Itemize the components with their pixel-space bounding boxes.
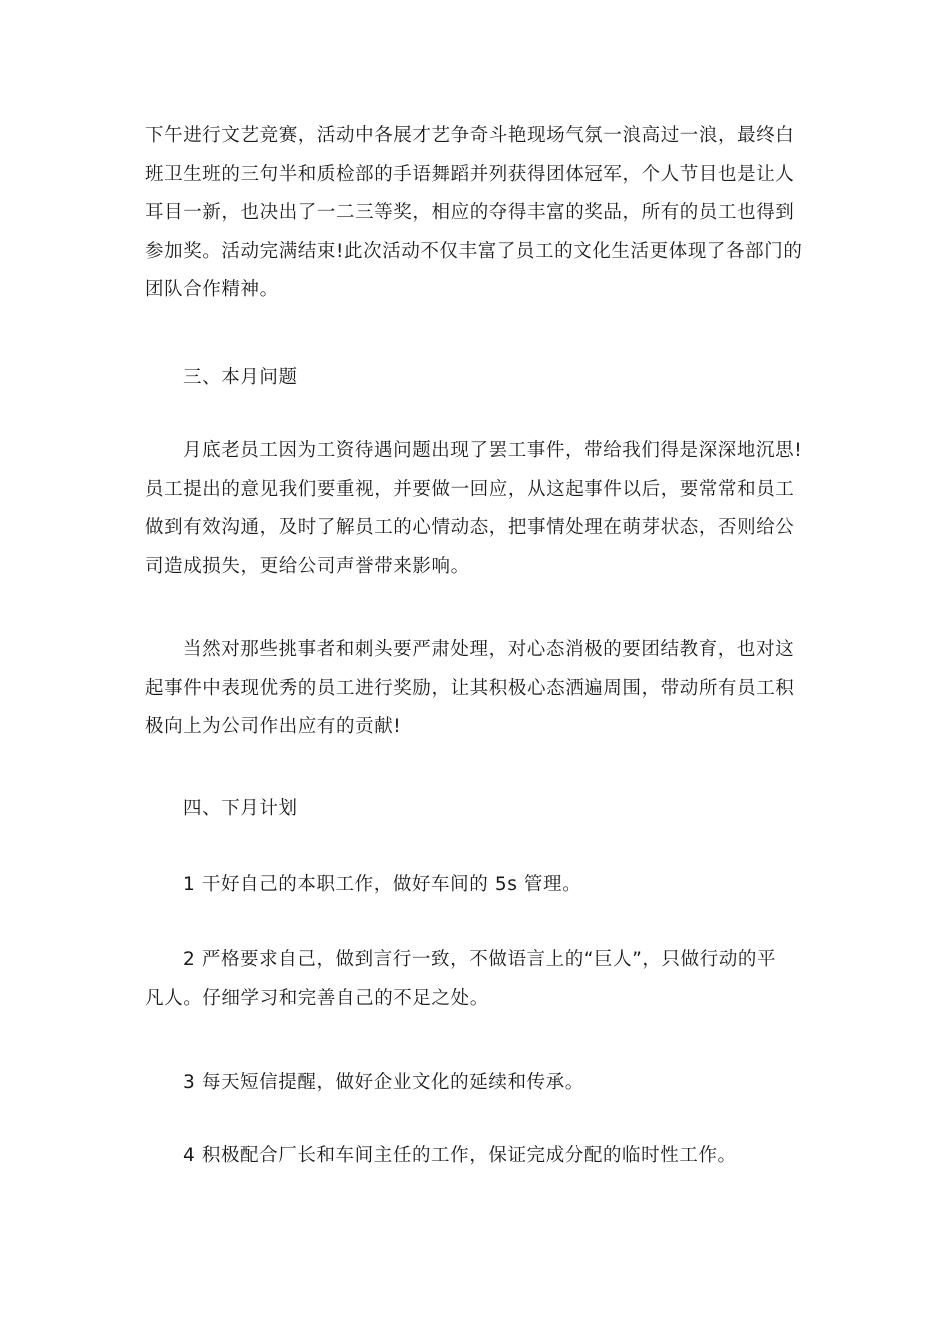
section-heading-problems: 三、本月问题	[183, 367, 298, 388]
plan-item-2	[145, 941, 805, 1018]
plan-item-3: 3 每天短信提醒，做好企业文化的延续和传承。	[183, 1072, 584, 1093]
text-line: 起事件中表现优秀的员工进行奖励，让其积极心态洒遍周围，带动所有员工积	[145, 677, 795, 699]
text-line: 员工提出的意见我们要重视，并要做一回应，从这起事件以后，要常常和员工	[145, 478, 795, 500]
text-line: 极向上为公司作出应有的贡献!	[145, 716, 402, 738]
paragraph-handling	[145, 631, 805, 747]
text-line: 团队合作精神。	[145, 279, 279, 301]
plan-item-1: 1 干好自己的本职工作，做好车间的 5s 管理。	[183, 874, 582, 895]
text-line: 下午进行文艺竞赛，活动中各展才艺争奇斗艳现场气氛一浪高过一浪，最终白	[145, 125, 795, 146]
plan-item-4: 4 积极配合厂长和车间主任的工作，保证完成分配的临时性工作。	[183, 1145, 737, 1166]
paragraph-strike-event	[145, 432, 805, 586]
text-line: 2 严格要求自己，做到言行一致，不做语言上的“巨人”，只做行动的平	[183, 949, 777, 970]
text-line: 做到有效沟通，及时了解员工的心情动态，把事情处理在萌芽状态，否则给公	[145, 517, 795, 539]
text-line: 当然对那些挑事者和刺头要严肃处理，对心态消极的要团结教育，也对这	[183, 639, 795, 660]
text-line: 参加奖。活动完满结束!此次活动不仅丰富了员工的文化生活更体现了各部门的	[145, 240, 803, 262]
text-line: 司造成损失，更给公司声誉带来影响。	[145, 555, 470, 577]
section-heading-next-month-plan: 四、下月计划	[183, 798, 298, 819]
text-line: 月底老员工因为工资待遇问题出现了罢工事件，带给我们得是深深地沉思!	[183, 440, 803, 461]
text-line: 耳目一新，也决出了一二三等奖，相应的夺得丰富的奖品，所有的员工也得到	[145, 202, 795, 224]
text-line: 凡人。仔细学习和完善自己的不足之处。	[145, 987, 489, 1009]
paragraph-activity-summary	[145, 117, 805, 310]
text-line: 班卫生班的三句半和质检部的手语舞蹈并列获得团体冠军，个人节目也是让人	[145, 163, 795, 185]
